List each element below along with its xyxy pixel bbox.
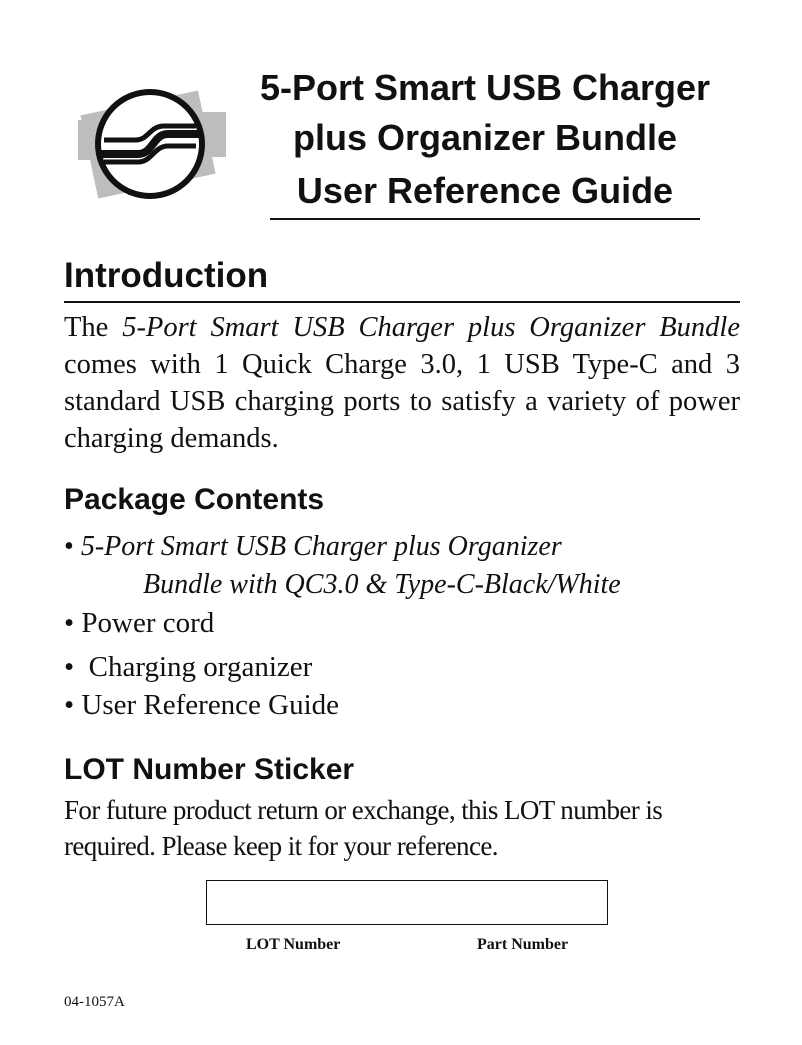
document-code: 04-1057A	[64, 994, 125, 1010]
intro-product-name: 5-Port Smart USB Charger plus Organizer Bundle	[122, 312, 740, 343]
bullet: •	[64, 607, 75, 639]
bullet: •	[64, 689, 75, 721]
title-line-3: User Reference Guide	[296, 170, 674, 211]
lot-number-label: LOT Number	[246, 936, 341, 953]
siig-logo-icon	[78, 72, 228, 212]
bullet: •	[64, 531, 74, 562]
package-item-3-label: Charging organizer	[88, 651, 313, 683]
introduction-heading: Introduction	[64, 256, 269, 295]
package-item-2	[64, 604, 214, 642]
package-item-1-line1: 5-Port Smart USB Charger plus Organizer	[80, 531, 562, 562]
introduction-rule	[64, 301, 740, 303]
intro-lead: The	[64, 312, 123, 343]
title-line-2: plus Organizer Bundle	[292, 117, 678, 158]
package-item-3	[64, 648, 312, 686]
package-item-4-label: User Reference Guide	[81, 689, 340, 721]
package-item-2-label: Power cord	[81, 607, 215, 639]
title-line-1: 5-Port Smart USB Charger	[259, 67, 711, 108]
package-item-1-line2: Bundle with QC3.0 & Type-C-Black/White	[143, 569, 621, 600]
package-item-1	[64, 528, 562, 566]
lot-sticker-box	[206, 880, 608, 925]
introduction-paragraph	[64, 309, 740, 457]
intro-rest: comes with 1 Quick Charge 3.0, 1 USB Type-C and 3 standard USB charging ports to satisfy a variety of power charging demands.	[64, 349, 740, 454]
package-contents-heading: Package Contents	[64, 483, 325, 516]
package-item-4	[64, 686, 339, 724]
bullet: •	[64, 651, 75, 683]
part-number-label: Part Number	[477, 936, 569, 953]
title-underline	[270, 218, 700, 220]
lot-sticker-heading: LOT Number Sticker	[64, 753, 355, 786]
lot-sticker-paragraph: For future product return or exchange, this LOT number is required. Please keep it for your reference.	[64, 795, 663, 861]
